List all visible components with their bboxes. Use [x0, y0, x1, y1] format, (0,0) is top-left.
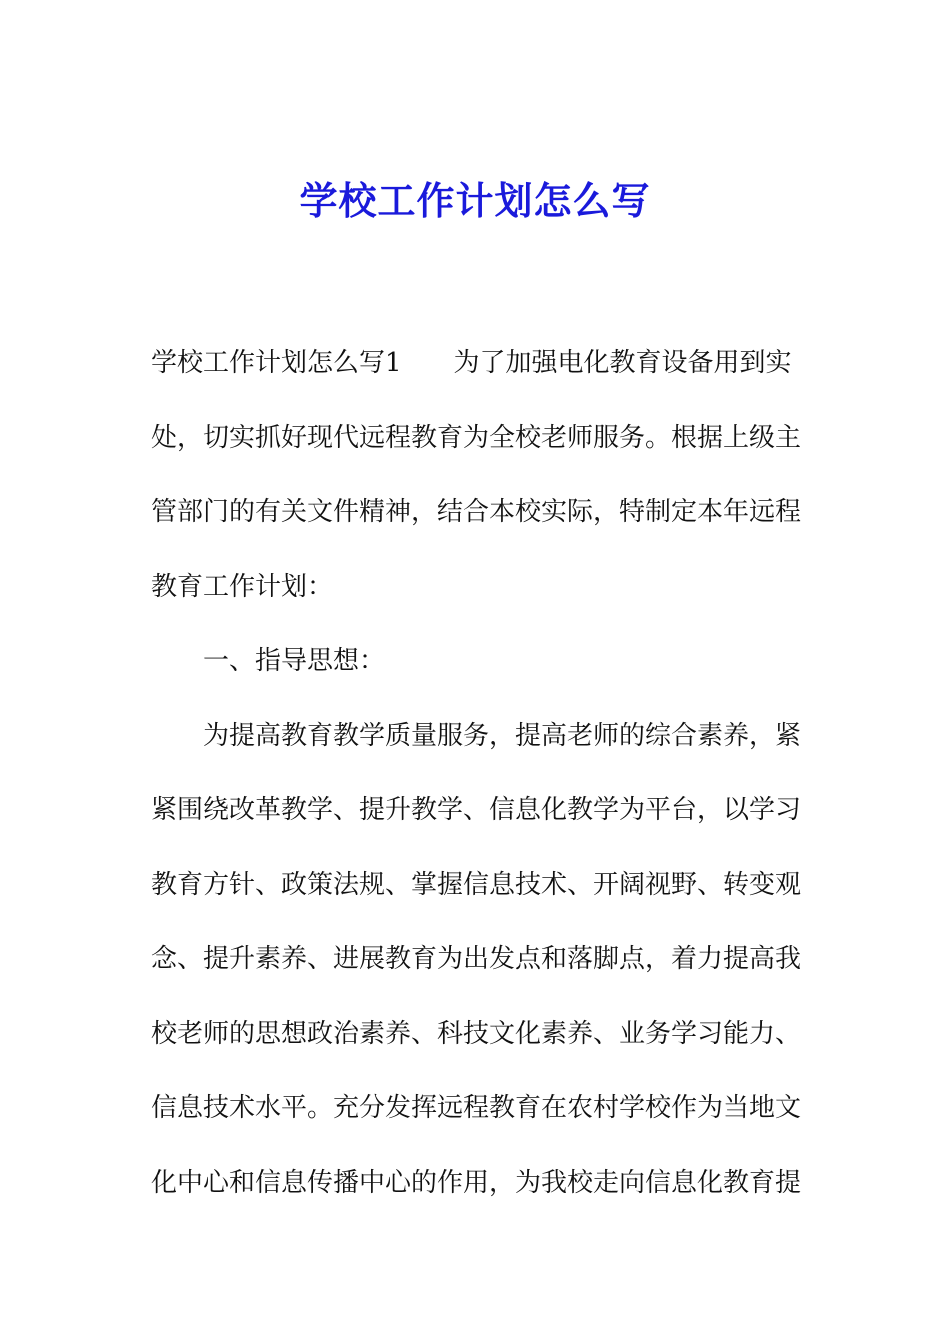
- paragraph-line: 化中心和信息传播中心的作用，为我校走向信息化教育提: [151, 1167, 802, 1198]
- paragraph-line: 紧围绕改革教学、提升教学、信息化教学为平台，以学习: [151, 795, 802, 825]
- document-body: [151, 326, 802, 1220]
- paragraph-line: 管部门的有关文件精神，结合本校实际，特制定本年远程: [151, 497, 802, 527]
- paragraph-line: [151, 326, 791, 401]
- paragraph-line: 信息技术水平。充分发挥远程教育在农村学校作为当地文: [151, 1093, 802, 1123]
- paragraph-text: 为了加强电化教育设备用到实: [453, 348, 792, 378]
- document-title: 学校工作计划怎么写: [299, 178, 651, 223]
- paragraph-line: 教育方针、政策法规、掌握信息技术、开阔视野、转变观: [151, 869, 802, 900]
- paragraph-line: 处，切实抓好现代远程教育为全校老师服务。根据上级主: [151, 422, 802, 453]
- paragraph-line: 教育工作计划：: [151, 571, 334, 602]
- subheading-line: 一、指导思想：: [203, 646, 386, 676]
- section-heading: 学校工作计划怎么写1: [151, 348, 402, 378]
- paragraph-line: 校老师的思想政治素养、科技文化素养、业务学习能力、: [151, 1018, 802, 1049]
- paragraph-line: 念、提升素养、进展教育为出发点和落脚点，着力提高我: [151, 944, 802, 974]
- paragraph-line: 为提高教育教学质量服务，提高老师的综合素养，紧: [203, 720, 802, 751]
